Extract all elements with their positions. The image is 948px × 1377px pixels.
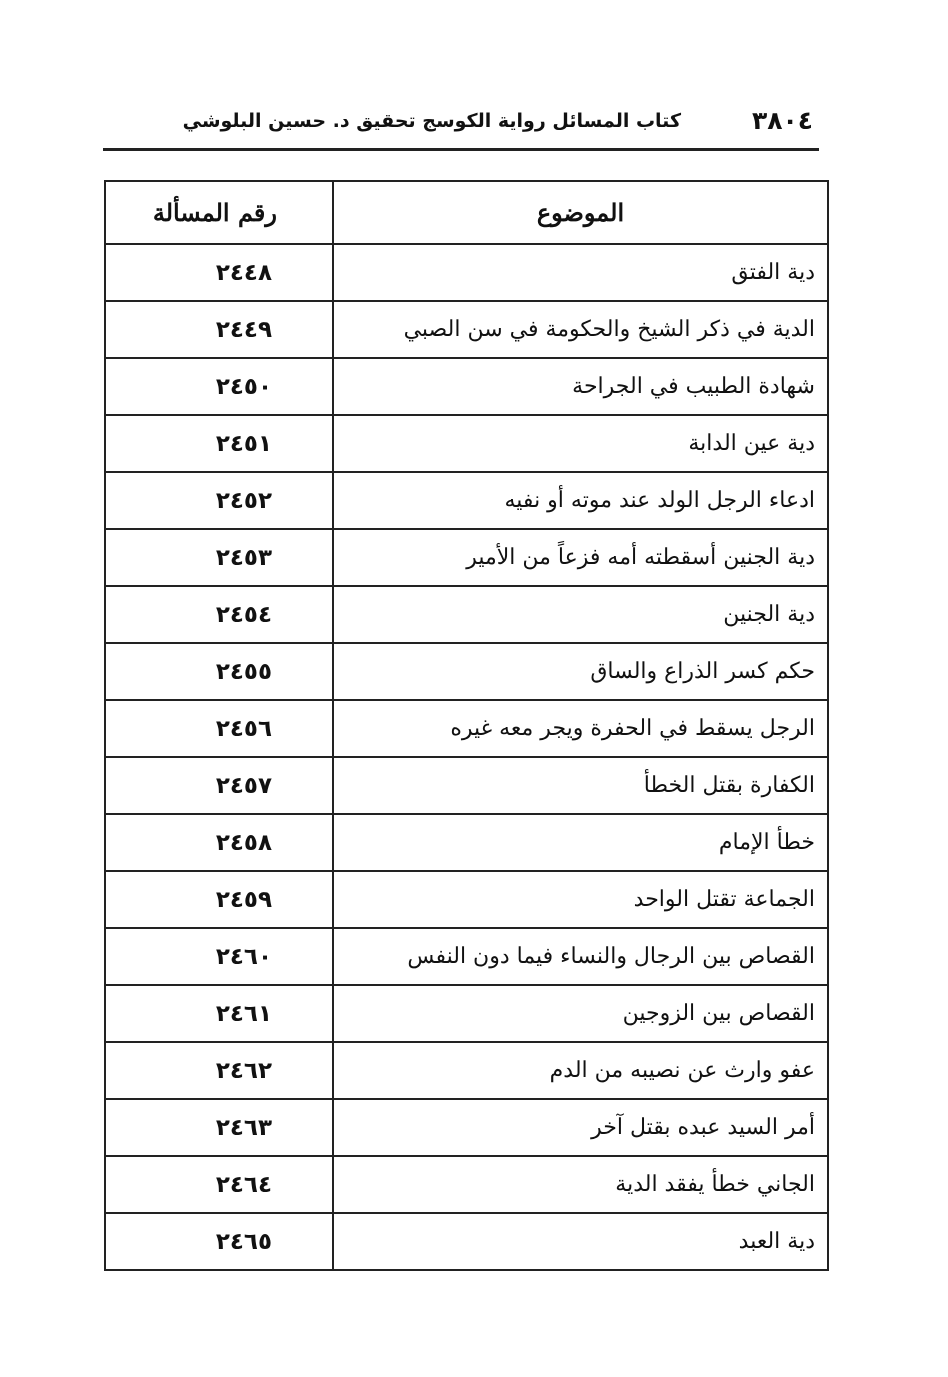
number-cell: ٢٤٥٢ — [105, 472, 333, 529]
table-row — [105, 928, 828, 985]
header-topic: الموضوع — [333, 181, 828, 244]
number-cell: ٢٤٥٨ — [105, 814, 333, 871]
topic-cell: أمر السيد عبده بقتل آخر — [333, 1099, 828, 1156]
running-title: كتاب المسائل رواية الكوسج تحقيق د. حسين البلوشي — [182, 110, 681, 132]
table-row — [105, 415, 828, 472]
number-cell: ٢٤٥٠ — [105, 358, 333, 415]
number-cell: ٢٤٦٠ — [105, 928, 333, 985]
header-number: رقم المسألة — [105, 181, 333, 244]
table-row — [105, 814, 828, 871]
table-row — [105, 529, 828, 586]
topic-cell: القصاص بين الزوجين — [333, 985, 828, 1042]
number-cell: ٢٤٥٦ — [105, 700, 333, 757]
number-cell: ٢٤٥٣ — [105, 529, 333, 586]
number-cell: ٢٤٥١ — [105, 415, 333, 472]
table-row — [105, 472, 828, 529]
topic-cell: الدية في ذكر الشيخ والحكومة في سن الصبي — [333, 301, 828, 358]
topic-cell: خطأ الإمام — [333, 814, 828, 871]
topic-cell: دية الجنين أسقطته أمه فزعاً من الأمير — [333, 529, 828, 586]
page-header — [103, 104, 819, 151]
table-row — [105, 358, 828, 415]
topic-cell: ادعاء الرجل الولد عند موته أو نفيه — [333, 472, 828, 529]
table-header-row — [105, 181, 828, 244]
table-row — [105, 985, 828, 1042]
number-cell: ٢٤٦٤ — [105, 1156, 333, 1213]
table-row — [105, 757, 828, 814]
number-cell: ٢٤٦٢ — [105, 1042, 333, 1099]
topic-cell: دية الجنين — [333, 586, 828, 643]
number-cell: ٢٤٤٩ — [105, 301, 333, 358]
number-cell: ٢٤٤٨ — [105, 244, 333, 301]
topic-cell: حكم كسر الذراع والساق — [333, 643, 828, 700]
table-row — [105, 643, 828, 700]
table-row — [105, 301, 828, 358]
number-cell: ٢٤٥٤ — [105, 586, 333, 643]
topic-cell: الجماعة تقتل الواحد — [333, 871, 828, 928]
topic-cell: دية الفتق — [333, 244, 828, 301]
table-row — [105, 871, 828, 928]
table-row — [105, 700, 828, 757]
table-row — [105, 244, 828, 301]
table-row — [105, 1099, 828, 1156]
topic-cell: الكفارة بقتل الخطأ — [333, 757, 828, 814]
topic-cell: شهادة الطبيب في الجراحة — [333, 358, 828, 415]
number-cell: ٢٤٥٧ — [105, 757, 333, 814]
topic-cell: الجاني خطأ يفقد الدية — [333, 1156, 828, 1213]
number-cell: ٢٤٦١ — [105, 985, 333, 1042]
table-row — [105, 1156, 828, 1213]
table-row — [105, 1213, 828, 1270]
table-row — [105, 586, 828, 643]
index-table — [104, 180, 829, 1271]
number-cell: ٢٤٦٥ — [105, 1213, 333, 1270]
page-number: ٣٨٠٤ — [751, 106, 813, 135]
table-row — [105, 1042, 828, 1099]
topic-cell: القصاص بين الرجال والنساء فيما دون النفس — [333, 928, 828, 985]
number-cell: ٢٤٥٩ — [105, 871, 333, 928]
number-cell: ٢٤٦٣ — [105, 1099, 333, 1156]
topic-cell: الرجل يسقط في الحفرة ويجر معه غيره — [333, 700, 828, 757]
number-cell: ٢٤٥٥ — [105, 643, 333, 700]
topic-cell: دية العبد — [333, 1213, 828, 1270]
topic-cell: دية عين الدابة — [333, 415, 828, 472]
topic-cell: عفو وارث عن نصيبه من الدم — [333, 1042, 828, 1099]
